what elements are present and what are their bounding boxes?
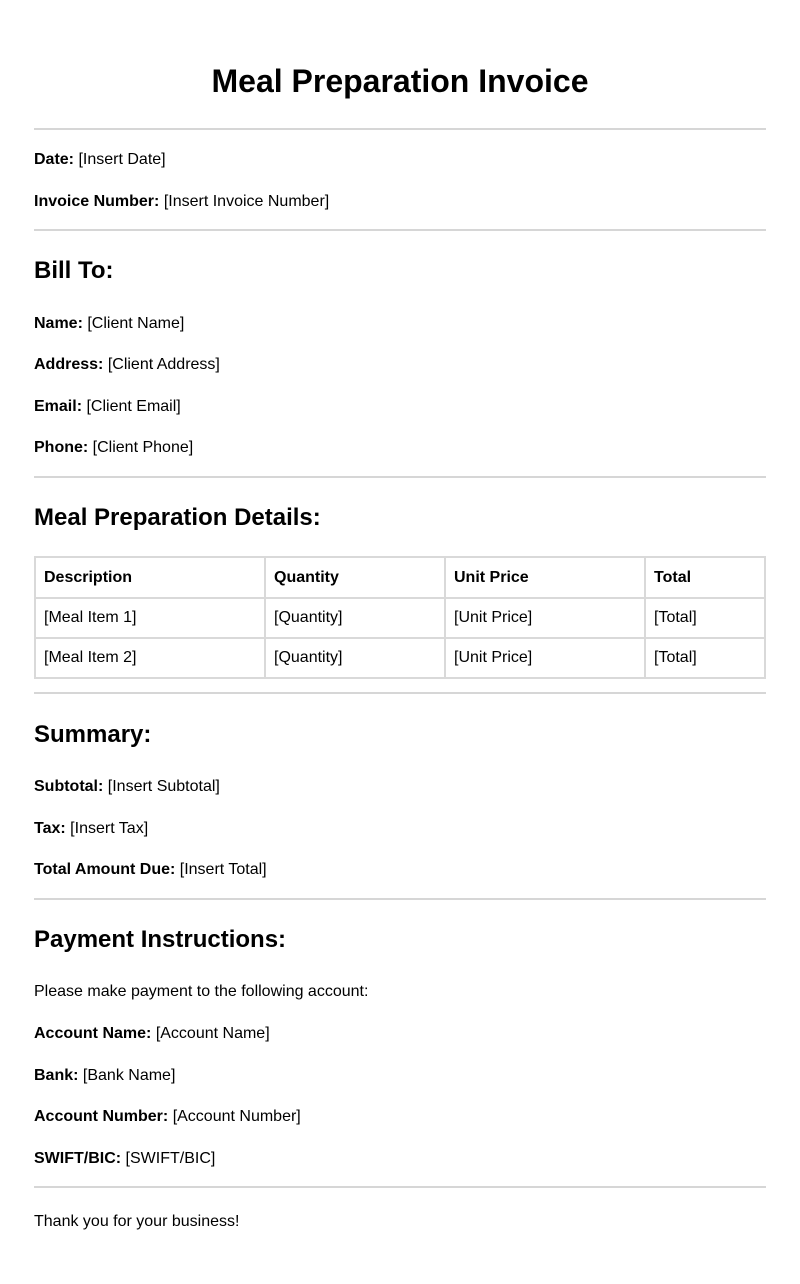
account-number-label: Account Number:: [34, 1108, 169, 1125]
payment-intro: Please make payment to the following account:: [34, 983, 369, 1000]
payment-heading: Payment Instructions:: [34, 926, 287, 953]
cell-total: [Total]: [645, 638, 765, 678]
tax-label: Tax:: [34, 820, 66, 837]
bank-field: [34, 1066, 175, 1086]
account-number-field: [34, 1107, 301, 1127]
table-row: [35, 598, 765, 638]
client-phone-field: [34, 438, 193, 458]
swift-bic-label: SWIFT/BIC:: [34, 1150, 122, 1167]
column-header-quantity: Quantity: [265, 557, 445, 598]
client-address-label: Address:: [34, 356, 104, 373]
column-header-total: Total: [645, 557, 765, 598]
meal-details-table: [34, 556, 766, 679]
tax-value: [Insert Tax]: [70, 820, 149, 837]
total-due-label: Total Amount Due:: [34, 861, 176, 878]
account-name-field: [34, 1024, 270, 1044]
bank-label: Bank:: [34, 1067, 79, 1084]
client-email-field: [34, 397, 181, 417]
client-address-value: [Client Address]: [107, 356, 220, 373]
invoice-number-field: [34, 192, 329, 212]
column-header-unit-price: Unit Price: [445, 557, 645, 598]
bill-to-heading: Bill To:: [34, 257, 114, 284]
date-label: Date:: [34, 151, 75, 168]
cell-quantity: [Quantity]: [265, 638, 445, 678]
client-name-field: [34, 314, 184, 334]
client-address-field: [34, 355, 220, 375]
cell-description: [Meal Item 2]: [35, 638, 265, 678]
divider: [34, 229, 766, 231]
table-header-row: [35, 557, 765, 598]
tax-field: [34, 819, 148, 839]
client-email-label: Email:: [34, 398, 83, 415]
cell-total: [Total]: [645, 598, 765, 638]
date-field: [34, 150, 166, 170]
cell-unit-price: [Unit Price]: [445, 638, 645, 678]
divider: [34, 898, 766, 900]
table-row: [35, 638, 765, 678]
client-name-value: [Client Name]: [87, 315, 185, 332]
invoice-number-value: [Insert Invoice Number]: [163, 193, 330, 210]
client-phone-label: Phone:: [34, 439, 89, 456]
invoice-number-label: Invoice Number:: [34, 193, 160, 210]
client-phone-value: [Client Phone]: [92, 439, 194, 456]
column-header-description: Description: [35, 557, 265, 598]
total-due-value: [Insert Total]: [179, 861, 267, 878]
divider: [34, 128, 766, 130]
summary-heading: Summary:: [34, 721, 152, 748]
divider: [34, 476, 766, 478]
subtotal-label: Subtotal:: [34, 778, 104, 795]
date-value: [Insert Date]: [78, 151, 166, 168]
account-name-value: [Account Name]: [155, 1025, 270, 1042]
account-name-label: Account Name:: [34, 1025, 152, 1042]
cell-quantity: [Quantity]: [265, 598, 445, 638]
cell-unit-price: [Unit Price]: [445, 598, 645, 638]
client-email-value: [Client Email]: [86, 398, 181, 415]
divider: [34, 692, 766, 694]
details-heading: Meal Preparation Details:: [34, 504, 321, 531]
subtotal-field: [34, 777, 220, 797]
cell-description: [Meal Item 1]: [35, 598, 265, 638]
client-name-label: Name:: [34, 315, 83, 332]
page-title: Meal Preparation Invoice: [211, 63, 589, 99]
total-due-field: [34, 860, 267, 880]
bank-value: [Bank Name]: [82, 1067, 176, 1084]
account-number-value: [Account Number]: [172, 1108, 301, 1125]
swift-bic-value: [SWIFT/BIC]: [125, 1150, 216, 1167]
divider: [34, 1186, 766, 1188]
thank-you-note: Thank you for your business!: [34, 1213, 240, 1230]
subtotal-value: [Insert Subtotal]: [107, 778, 220, 795]
swift-bic-field: [34, 1149, 215, 1169]
